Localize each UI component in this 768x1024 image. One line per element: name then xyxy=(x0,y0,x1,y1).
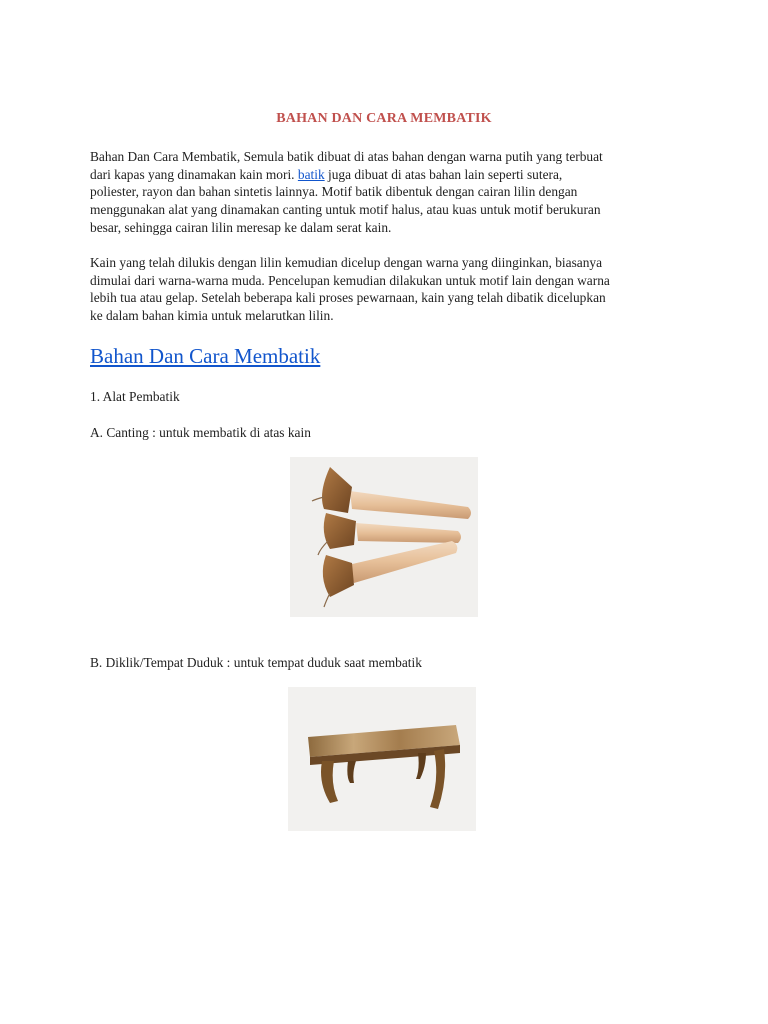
text-segment: dari kapas yang dinamakan kain mori. xyxy=(90,166,298,182)
diklik-stool-image xyxy=(288,687,476,831)
paragraph-line: menggunakan alat yang dinamakan canting untuk motif halus, atau kuas untuk motif berukuran xyxy=(90,202,601,218)
list-heading: 1. Alat Pembatik xyxy=(90,389,180,404)
batik-link[interactable]: batik xyxy=(297,166,325,182)
paragraph-intro xyxy=(90,148,690,237)
canting-illustration xyxy=(290,457,478,617)
paragraph-process xyxy=(90,254,690,325)
canting-image xyxy=(290,457,478,617)
text-segment: juga dibuat di atas bahan lain seperti sutera, xyxy=(324,166,563,182)
paragraph-line: ke dalam bahan kimia untuk melarutkan lilin. xyxy=(90,308,334,324)
section-heading-link[interactable]: Bahan Dan Cara Membatik xyxy=(90,344,321,368)
paragraph-line: poliester, rayon dan bahan sintetis lainnya. Motif batik dibentuk dengan cairan lilin dengan xyxy=(90,184,578,200)
stool-illustration xyxy=(288,687,476,831)
paragraph-line: lebih tua atau gelap. Setelah beberapa kali proses pewarnaan, kain yang telah dibatik dicelupkan xyxy=(90,290,606,306)
paragraph-line xyxy=(90,166,690,184)
item-canting: A. Canting : untuk membatik di atas kain xyxy=(90,425,311,440)
paragraph-line: Bahan Dan Cara Membatik, Semula batik dibuat di atas bahan dengan warna putih yang terbuat xyxy=(90,149,603,164)
paragraph-line: besar, sehingga cairan lilin meresap ke dalam serat kain. xyxy=(90,219,392,235)
paragraph-line: dimulai dari warna-warna muda. Pencelupan kemudian dilakukan untuk motif lain dengan warna xyxy=(90,272,610,288)
document-title: BAHAN DAN CARA MEMBATIK xyxy=(276,111,492,126)
paragraph-line: Kain yang telah dilukis dengan lilin kemudian dicelup dengan warna yang diinginkan, biasanya xyxy=(90,255,603,270)
item-diklik: B. Diklik/Tempat Duduk : untuk tempat duduk saat membatik xyxy=(90,655,422,670)
